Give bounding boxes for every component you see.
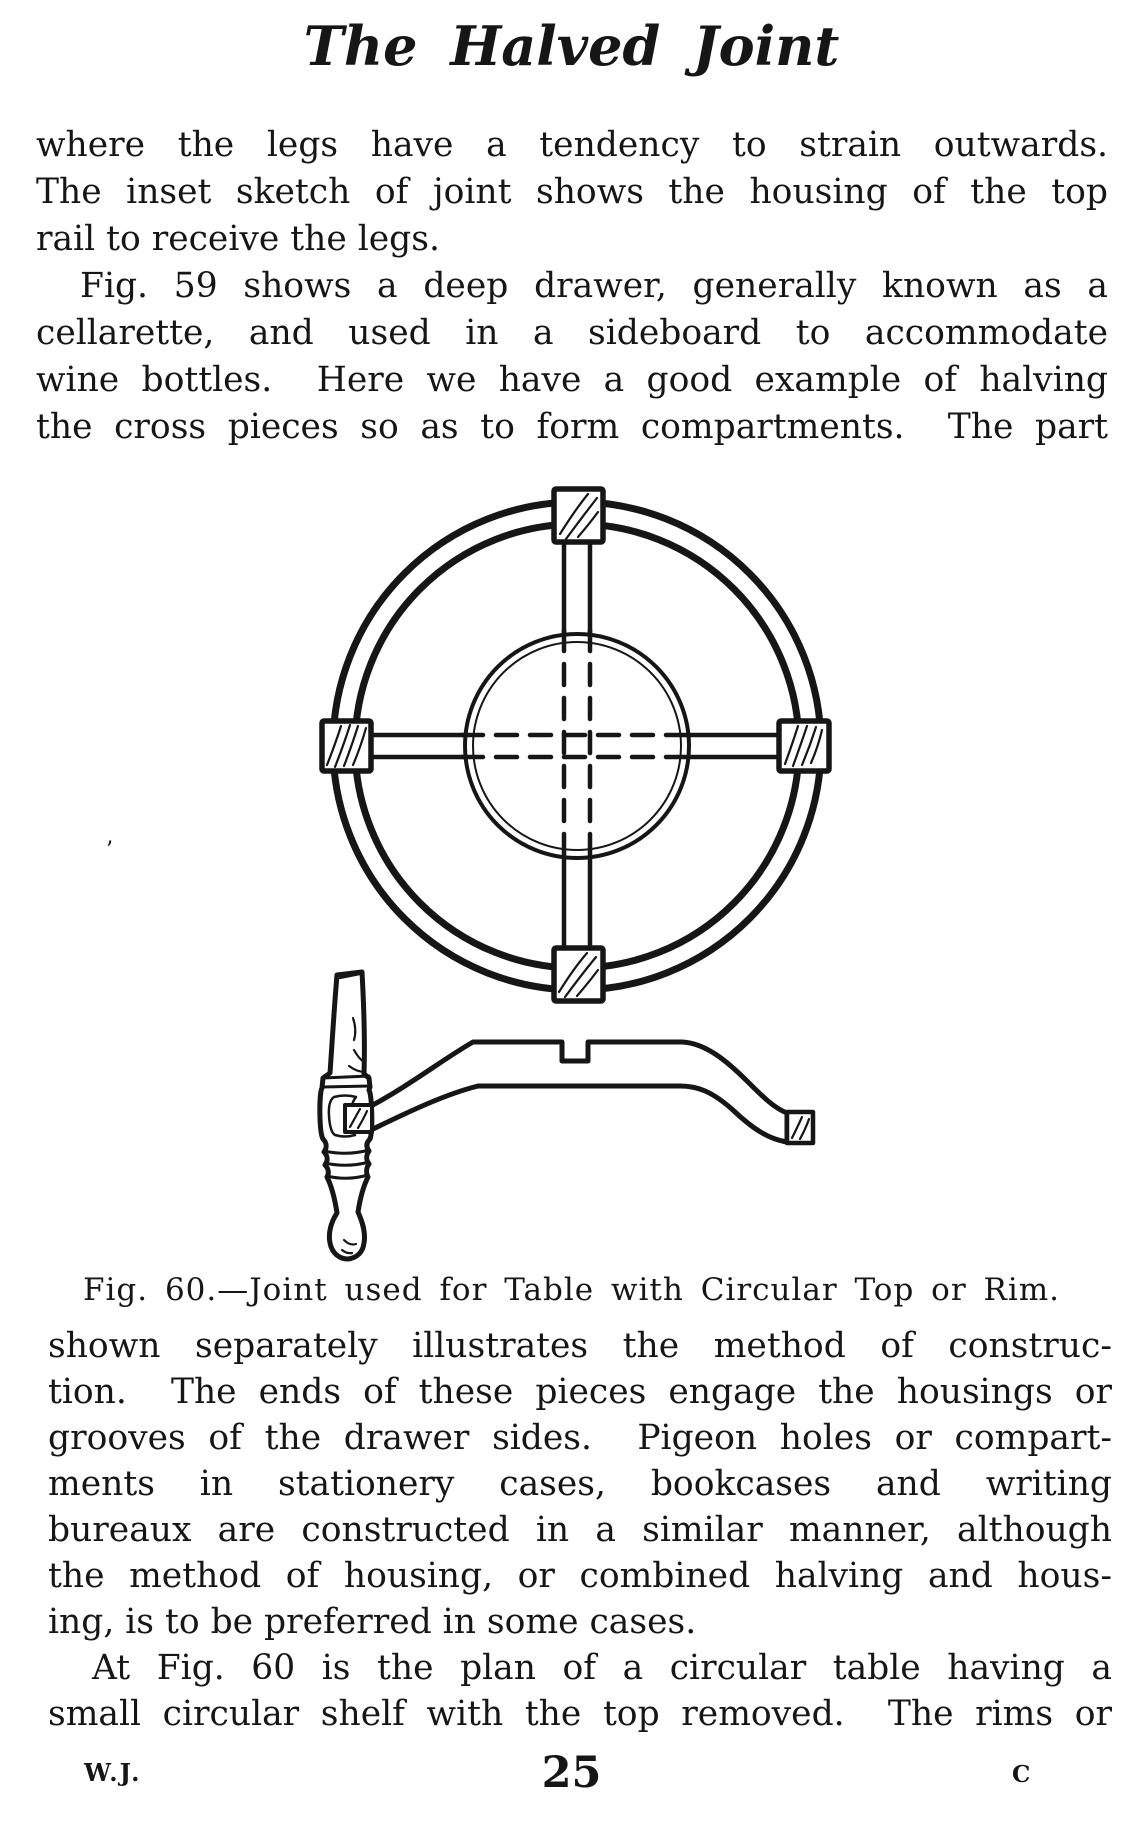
text-line: wine bottles. Here we have a good example of halving xyxy=(36,360,1108,400)
curved-rail xyxy=(371,1042,787,1142)
text-line: ments in stationery cases, bookcases and writing xyxy=(48,1464,1112,1504)
shelf-circle-outer xyxy=(465,634,689,858)
page-title: The Halved Joint xyxy=(303,14,840,78)
text-line: grooves of the drawer sides. Pigeon holes or compart- xyxy=(48,1418,1112,1458)
shelf-circle-inner xyxy=(473,642,681,850)
footer-page-number: 25 xyxy=(541,1748,602,1798)
figure-caption: Fig. 60.—Joint used for Table with Circular Top or Rim. xyxy=(82,1272,1061,1308)
cross-piece-vertical xyxy=(564,541,590,950)
text-line: the method of housing, or combined halving and hous- xyxy=(48,1556,1112,1596)
text-line: cellarette, and used in a sideboard to accommodate xyxy=(36,313,1108,353)
rail-tenon-in-leg xyxy=(345,1105,372,1132)
cross-piece-horizontal xyxy=(371,735,780,757)
text-line: bureaux are constructed in a similar manner, although xyxy=(48,1510,1112,1550)
figure-plan-view xyxy=(322,489,829,1001)
text-line: the cross pieces so as to form compartments. The part xyxy=(36,407,1108,447)
leg-block-left xyxy=(322,721,371,771)
paragraphs-below-figure xyxy=(48,1323,1112,1737)
text-line: The inset sketch of joint shows the housing of the top xyxy=(36,172,1108,212)
figure-60-drawing xyxy=(0,455,1143,1270)
scan-stray-mark: ’ xyxy=(106,838,113,863)
leg-block-bottom xyxy=(554,948,603,1001)
paragraphs-above-figure xyxy=(36,122,1108,451)
text-line: Fig. 59 shows a deep drawer, generally known as a xyxy=(80,266,1108,306)
leg-block-right xyxy=(779,721,829,771)
hidden-cross-lines xyxy=(462,630,692,862)
text-line: rail to receive the legs. xyxy=(36,219,440,259)
figure-elevation-view xyxy=(320,972,813,1259)
text-line: shown separately illustrates the method of construc- xyxy=(48,1326,1112,1366)
leg-block-top xyxy=(554,489,603,542)
rim-inner-circle xyxy=(355,524,799,968)
footer-author-initials: W.J. xyxy=(84,1758,142,1787)
footer-signature-mark: C xyxy=(1012,1761,1031,1788)
rail-end-tenon xyxy=(787,1112,813,1143)
text-line: tion. The ends of these pieces engage the housings or xyxy=(48,1372,1112,1412)
text-line: small circular shelf with the top removed. The rims or xyxy=(48,1694,1112,1734)
text-line: At Fig. 60 is the plan of a circular table having a xyxy=(92,1648,1112,1688)
text-line: ing, is to be preferred in some cases. xyxy=(48,1602,697,1642)
text-line: where the legs have a tendency to strain outwards. xyxy=(36,125,1108,165)
rim-outer-circle xyxy=(333,502,821,990)
